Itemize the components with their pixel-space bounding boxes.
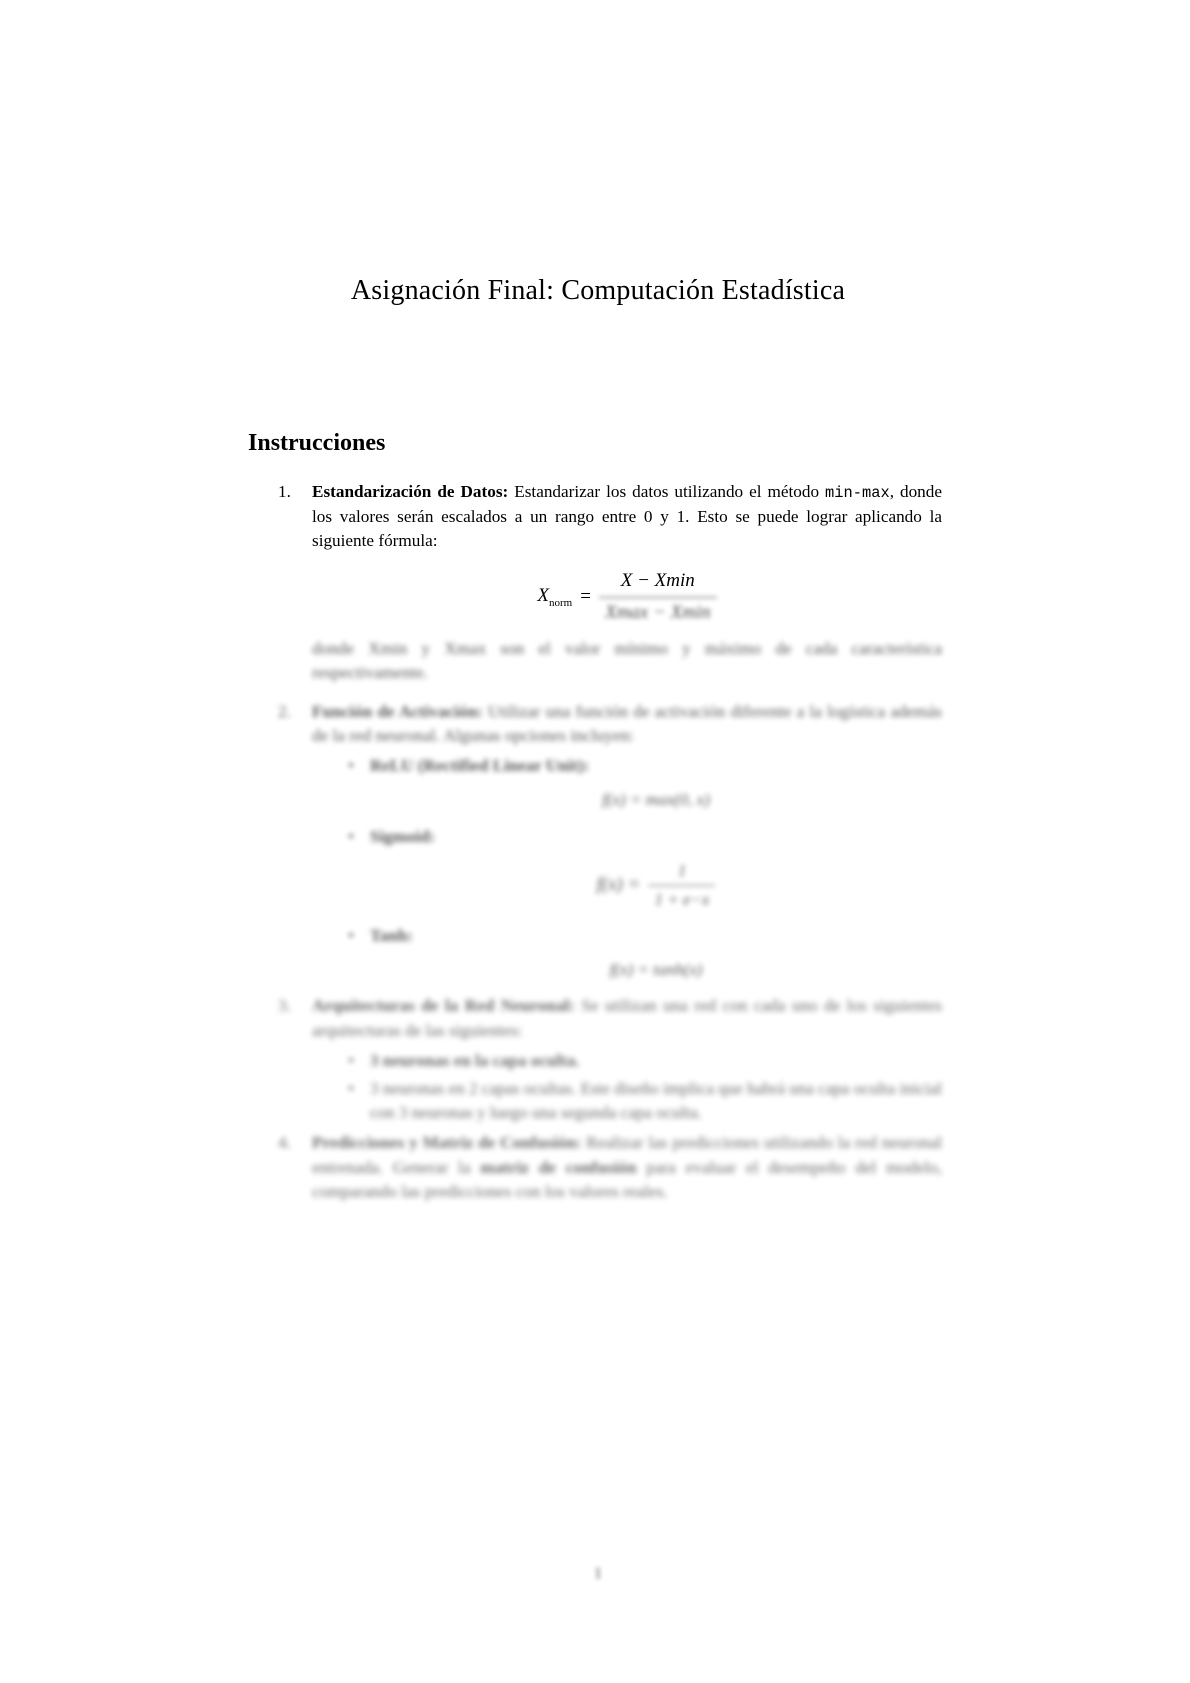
formula-lhs: $X_{norm}$ (537, 584, 573, 609)
bullet-icon: • (348, 1051, 354, 1071)
list-item-number: 4. (278, 1133, 291, 1153)
formula-lhs: f(x) = (596, 873, 641, 895)
list-item-title: Función de Activación: (312, 701, 483, 721)
list-item (270, 1131, 942, 1204)
list-item (348, 924, 942, 982)
list-item (270, 994, 942, 1125)
section-heading-instrucciones: Instrucciones (248, 430, 386, 456)
page-content (248, 275, 948, 1582)
list-item-text-before: Estandarizar los datos utilizando el método (508, 482, 826, 501)
list-item-text-1: Realizar las predicciones utilizando la red neuronal entrenada. Generar la (312, 1133, 942, 1177)
activation-functions-list (312, 754, 942, 982)
list-item-text-after: , donde los valores serán escalados a un rango entre 0 y 1. Esto se puede lograr aplicando la siguiente fórmula: (312, 482, 942, 551)
formula-numerator: 1 (677, 860, 687, 880)
subitem-title: Tanh: (370, 925, 413, 945)
list-item-text-2: para evaluar el desempeño del modelo, comparando las predicciones con los valores reales. (312, 1157, 942, 1202)
formula-tanh: f(x) = tanh(x) (609, 960, 703, 980)
bullet-icon: • (348, 1079, 354, 1099)
list-item-number: 3. (278, 996, 291, 1016)
formula-minmax (312, 568, 942, 627)
formula-note: donde Xmin y Xmax son el valor mínimo y máximo de cada característica respectivamente. (312, 638, 942, 683)
list-item (348, 1077, 942, 1125)
list-item-text: Se utilizan una red con cada uno de los siguientes arquitecturas de las siguientes: (312, 996, 942, 1040)
bullet-icon: • (348, 756, 354, 776)
page-title: Asignación Final: Computación Estadística (350, 275, 846, 306)
list-item-title: Estandarización de Datos: (312, 482, 509, 501)
formula-equals: = (580, 585, 591, 607)
list-item (348, 754, 942, 812)
architectures-list (312, 1049, 942, 1125)
subitem-text: 3 neuronas en 2 capas ocultas. Este diseño implica que habrá una capa oculta inicial con 3 neuronas y luego una segunda capa oculta. (370, 1079, 942, 1123)
formula-denominator: Xmax − Xmin (599, 597, 717, 627)
list-item (270, 700, 942, 983)
page-number: 1 (594, 1565, 602, 1582)
bullet-icon: • (348, 826, 354, 846)
list-item-number: 2. (278, 701, 291, 721)
formula-fraction (648, 859, 715, 912)
instructions-list (270, 480, 942, 1209)
formula-numerator: X − Xmin (620, 569, 695, 591)
subitem-text: 3 neuronas en la capa oculta. (370, 1051, 580, 1071)
list-item (348, 825, 942, 912)
list-item-mono-text: min-max (825, 484, 890, 502)
subitem-title: ReLU (Rectified Linear Unit): (370, 756, 590, 776)
formula-sigmoid (370, 859, 942, 912)
bullet-icon: • (348, 925, 354, 945)
list-item-title: Predicciones y Matriz de Confusión: (312, 1133, 582, 1153)
formula-relu: f(x) = max(0, x) (602, 790, 710, 810)
list-item-title: Arquitecturas de la Red Neuronal: (312, 996, 575, 1016)
list-item-text: Utilizar una función de activación diferente a la logística además de la red neuronal. Algunas opciones incluyen: (312, 701, 942, 745)
list-item (270, 480, 942, 686)
list-item (348, 1049, 942, 1073)
formula-denominator: 1 + e−x (648, 885, 715, 912)
list-item-number: 1. (278, 482, 291, 501)
subitem-title: Sigmoid: (370, 826, 436, 846)
formula-fraction (599, 568, 717, 627)
list-item-bold-inline: matriz de confusión (480, 1157, 637, 1177)
